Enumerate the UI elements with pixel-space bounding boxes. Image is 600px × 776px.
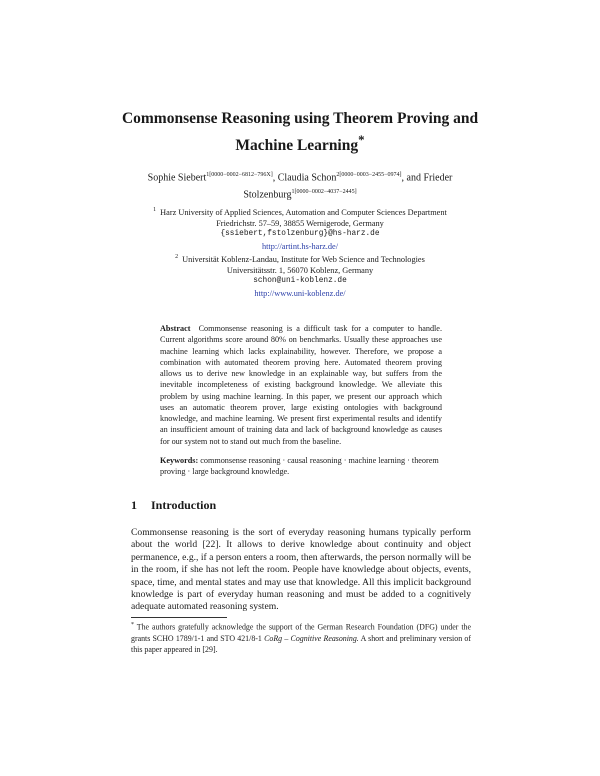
footnote [131,620,471,655]
abstract-label: Abstract [160,324,191,333]
author-stolzenburg-part2: Stolzenburg [243,189,292,201]
affiliation-1-number: 1 [153,207,157,213]
orcid-siebert: 1[0000−0002−6812−796X] [206,172,273,178]
footnote-mark: * [131,622,134,628]
author-schon: Claudia Schon [277,172,337,184]
footnote-project-name: CoRg – Cognitive Reasoning. [264,633,359,643]
affiliation-1-line-1 [140,205,460,218]
keywords-label: Keywords: [160,456,199,465]
title-line-1: Commonsense Reasoning using Theorem Proving and [121,110,479,127]
keywords [160,455,442,478]
affiliation-2-line-1 [140,252,460,265]
affiliation-1-url[interactable]: http://artint.hs-harz.de/ [261,241,339,251]
author-siebert: Sophie Siebert [147,172,207,184]
footnote-text-after: A short and preliminary version of this paper appeared in [29]. [131,633,471,654]
orcid-schon: 2[0000−0003−2455−0974] [336,172,402,178]
keywords-text: commonsense reasoning · causal reasoning · machine learning · theorem proving · large background knowledge. [160,456,439,477]
paper-title [80,108,520,156]
section-title: Introduction [151,498,217,512]
affiliation-2-email[interactable]: schon@uni-koblenz.de [253,277,347,286]
title-line-2: Machine Learning [235,137,359,155]
affiliation-2-name: Universität Koblenz-Landau, Institute for Web Science and Technologies [182,254,425,264]
affiliation-2-url[interactable]: http://www.uni-koblenz.de/ [254,288,346,298]
section-heading [131,498,216,513]
footnote-text-before: The authors gratefully acknowledge the support of the German Research Foundation (DFG) under the grants SCHO 1789/1-1 and STO 421/8-1 [131,622,471,643]
affiliation-1-address: Friedrichstr. 57–59, 38855 Wernigerode, Germany [216,219,384,229]
affiliation-2-address: Universitätsstr. 1, 56070 Koblenz, Germany [226,266,374,276]
author-list: Sophie Siebert$^{1[0000-0002-6812-796X]}$, Claudia Schon$^{2[0000-0003-2455-0974]}$, and Frieder Stolzenburg$^{1[0000-0002-4037-2445]}$ [147,172,453,201]
affiliation-1-email[interactable]: {ssiebert,fstolzenburg}@hs-harz.de [220,230,380,239]
affiliation-1-name: Harz University of Applied Sciences, Automation and Computer Sciences Department [160,207,447,217]
abstract [160,323,442,447]
affiliations [140,205,460,299]
abstract-text: Commonsense reasoning is a difficult task for a computer to handle. Current algorithms score around 80% on benchmarks. Usually these approaches use machine learning which lacks explainability, however. Therefore, we propose a combination with automated theorem proving here. Automated theorem proving allows us to derive new knowledge in an explainable way, but suffers from the inevitable incompleteness of existing background knowledge. We alleviate this problem by using machine learning. In this paper, we present our approach which uses an automatic theorem prover, large existing ontologies with background knowledge, and machine learning. We present first experimental results and identify an insufficient amount of training data and lack of background knowledge as causes for our system not to stand out much from the baseline. [160,324,442,446]
orcid-stolzenburg: 1[0000−0002−4037−2445] [291,189,357,196]
author-stolzenburg-part1: and Frieder [406,172,453,184]
introduction-paragraph: Commonsense reasoning is the sort of everyday reasoning humans typically perform about the world [22]. It allows to derive knowledge about continuity and object permanence, e.g., if a person enters a room, then afterwards, the person normally will be in the room, if she has not left the room. People have knowledge about objects, events, space, time, and mental states and may use that knowledge. All this implicit background knowledge is part of everyday human reasoning and must be added to a cognitively adequate automated reasoning system. [131,527,471,613]
section-number: 1 [131,498,137,512]
title-footnote-mark: * [358,132,365,147]
affiliation-2-number: 2 [175,253,179,260]
footnote-divider [131,617,227,618]
